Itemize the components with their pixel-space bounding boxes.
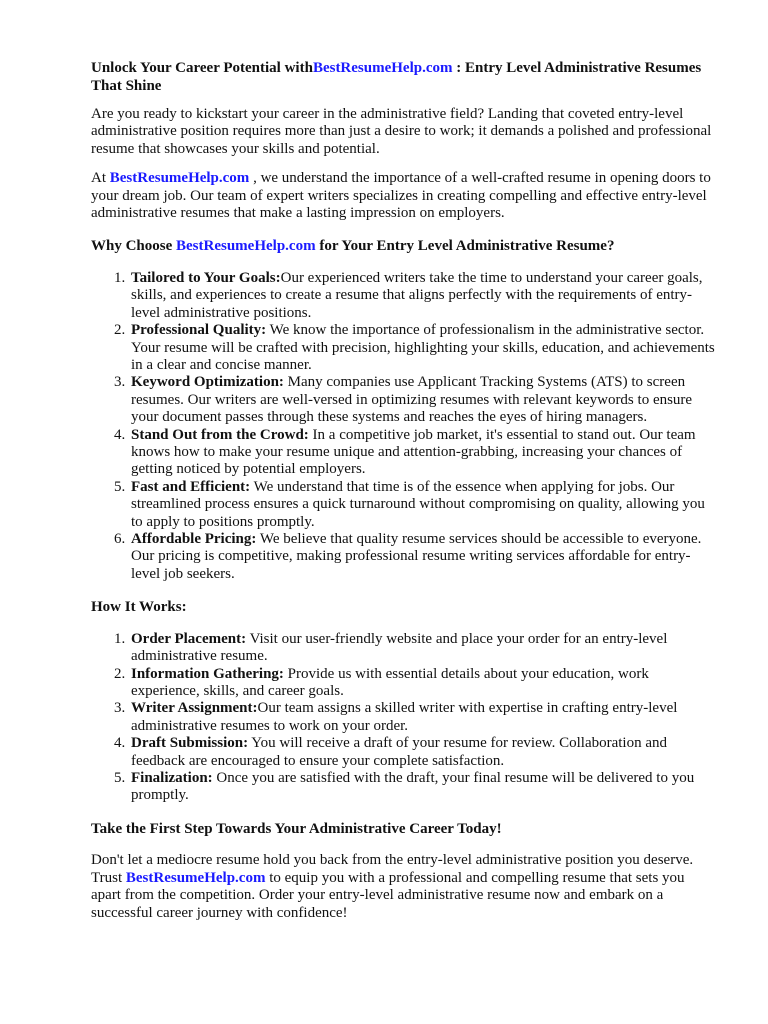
list-item-text: Many companies use Applicant Tracking Systems (ATS) to screen resumes. Our writers are well-versed in optimizing resumes with relevant keywords to ensure your document passes through these systems and reaches the eyes of hiring managers. (131, 374, 693, 426)
why-heading-prefix: Why Choose (91, 238, 177, 255)
list-item-text: We believe that quality resume services should be accessible to everyone. Our pricing is competitive, making professional resume writing services affordable for entry-level job seekers. (131, 531, 702, 582)
about-suffix: , we understand the importance of a well-crafted resume in opening doors to your dream job. Our team of expert writers specializes in creating compelling and effective entry-level administrative resumes that make a lasting impression on employers. (91, 170, 711, 222)
list-item-text: We understand that time is of the essence when applying for jobs. Our streamlined process ensures a quick turnaround without compromising on quality, allowing you to apply to positions promptly. (131, 478, 705, 530)
list-item-term: Writer Assignment: (131, 700, 258, 717)
list-item-term: Finalization: (131, 770, 213, 786)
list-item-term: Stand Out from the Crowd: (131, 426, 309, 443)
list-item (129, 770, 716, 805)
list-item-term: Professional Quality: (131, 322, 267, 339)
list-item-term: Information Gathering: (131, 665, 284, 682)
title-suffix: : Entry Level Administrative Resumes That Shine (91, 60, 702, 94)
list-item (129, 479, 716, 531)
why-heading-link[interactable]: BestResumeHelp.com (176, 238, 316, 255)
list-item (129, 700, 716, 735)
why-heading-suffix: for Your Entry Level Administrative Resume? (315, 238, 615, 255)
list-item-text: Our team assigns a skilled writer with expertise in crafting entry-level administrative resumes to work on your order. (131, 700, 678, 734)
title-link[interactable]: BestResumeHelp.com (312, 60, 453, 76)
about-prefix: At (91, 170, 110, 187)
why-heading (91, 238, 728, 256)
list-item (129, 735, 716, 770)
cta-prefix: Don't let a mediocre resume hold you back from the entry-level administrative position you deserve. Trust (91, 852, 694, 886)
intro-paragraph: Are you ready to kickstart your career in the administrative field? Landing that coveted entry-level administrative position requires more than just a desire to work; it demands a polished and professional resume that showcases your skills and potential. (91, 106, 712, 157)
list-item (129, 631, 716, 666)
list-item-term: Tailored to Your Goals: (131, 269, 281, 286)
list-item-term: Affordable Pricing: (131, 531, 257, 548)
list-item-text: In a competitive job market, it's essential to stand out. Our team knows how to make your resume unique and attention-grabbing, increasing your chances of getting noticed by potential employers. (131, 426, 696, 478)
title-prefix: Unlock Your Career Potential with (91, 60, 313, 76)
why-list (91, 270, 716, 583)
list-item (129, 427, 716, 479)
list-item-text: Our experienced writers take the time to understand your career goals, skills, and experiences to create a resume that aligns perfectly with the requirements of entry-level administrative positions. (131, 269, 703, 321)
cta-suffix: to equip you with a professional and compelling resume that sets you apart from the competition. Order your entry-level administrative resume now and embark on a successful career journey with confidence! (91, 869, 685, 921)
list-item-text: Visit our user-friendly website and place your order for an entry-level administrative resume. (131, 630, 668, 665)
list-item-term: Order Placement: (131, 630, 247, 647)
how-list (91, 631, 716, 805)
list-item-text: Once you are satisfied with the draft, your final resume will be delivered to you promptly. (131, 770, 695, 804)
list-item-text: We know the importance of professionalism in the administrative sector. Your resume will be crafted with precision, highlighting your skills, education, and achievements in a clear and concise manner. (131, 322, 715, 373)
page-title (91, 60, 728, 95)
cta-paragraph (91, 852, 716, 922)
list-item-text: Provide us with essential details about your education, work experience, skills, and career goals. (131, 665, 649, 699)
list-item-term: Draft Submission: (131, 735, 249, 752)
list-item (129, 666, 716, 701)
list-item (129, 374, 716, 426)
list-item (129, 322, 716, 374)
cta-heading: Take the First Step Towards Your Administrative Career Today! (91, 820, 502, 837)
about-link[interactable]: BestResumeHelp.com (109, 170, 250, 187)
cta-link[interactable]: BestResumeHelp.com (125, 869, 266, 886)
list-item-text: You will receive a draft of your resume for review. Collaboration and feedback are encouraged to ensure your complete satisfaction. (131, 735, 668, 769)
list-item-term: Keyword Optimization: (131, 374, 284, 391)
about-paragraph (91, 170, 716, 222)
how-heading: How It Works: (91, 599, 187, 616)
list-item-term: Fast and Efficient: (131, 478, 251, 495)
list-item (129, 531, 716, 583)
list-item (129, 270, 716, 322)
